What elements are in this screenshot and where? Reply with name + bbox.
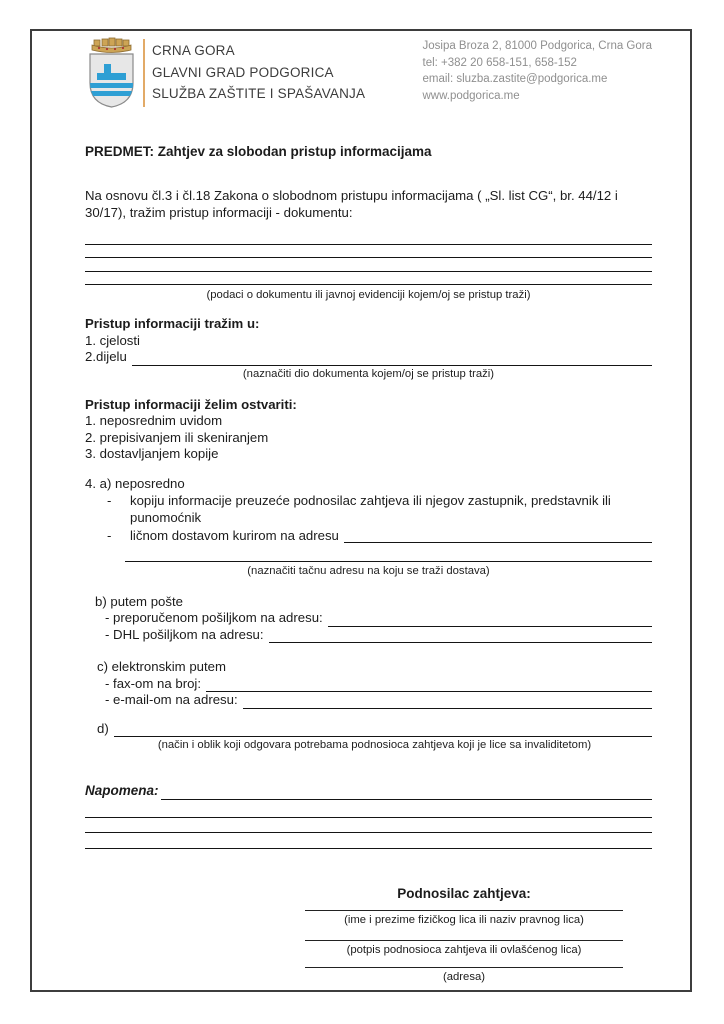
section-4a-item-2-label: ličnom dostavom kurirom na adresu	[130, 528, 339, 543]
writein-line	[85, 835, 652, 849]
scope-item-2-row	[85, 349, 652, 366]
section-4d-caption: (način i oblik koji odgovara potrebama podnosioca zahtjeva koji je lice sa invaliditetom)	[157, 739, 592, 751]
section-4a-item-1	[85, 493, 652, 526]
writein-line	[85, 258, 652, 272]
method-item-2: 2. prepisivanjem ili skeniranjem	[85, 429, 269, 445]
org-line-department: SLUŽBA ZAŠTITE I SPAŠAVANJA	[152, 86, 366, 101]
org-line-country: CRNA GORA	[152, 43, 235, 58]
intro-caption: (podaci o dokumentu ili javnoj evidenciji kojem/oj se pristup traži)	[206, 289, 531, 301]
section-4d	[97, 721, 652, 753]
contact-address: Josipa Broza 2, 81000 Podgorica, Crna Gora	[422, 40, 652, 52]
signature-block	[305, 886, 623, 984]
scope-caption: (naznačiti dio dokumenta kojem/oj se pristup traži)	[242, 367, 495, 380]
signature-line-name	[305, 901, 623, 911]
contact-website: www.podgorica.me	[422, 89, 520, 102]
section-4b-item-2-label: - DHL pošiljkom na adresu:	[105, 626, 264, 642]
contact-phone: tel: +382 20 658-151, 658-152	[422, 56, 577, 69]
document-writein-lines	[85, 231, 652, 285]
header-divider	[143, 39, 145, 107]
writein-line	[85, 245, 652, 259]
section-scope-title: Pristup informaciji tražim u:	[85, 316, 260, 331]
writein-line	[269, 628, 652, 643]
section-4c-item-2	[105, 692, 652, 709]
section-4a-item-2	[85, 528, 652, 545]
crown-icon	[92, 38, 131, 53]
writein-line	[85, 272, 652, 286]
section-4c-item-2-label: - e-mail-om na adresu:	[105, 692, 238, 707]
writein-line	[243, 694, 652, 709]
section-4b	[95, 594, 652, 644]
note-label: Napomena:	[85, 783, 159, 798]
section-4b-title: b) putem pošte	[95, 593, 183, 609]
method-item-1: 1. neposrednim uvidom	[85, 413, 223, 428]
section-method-title: Pristup informaciji želim ostvariti:	[85, 396, 297, 412]
section-4b-item-2	[105, 627, 652, 644]
section-4a-caption: (naznačiti tačnu adresu na koju se traži dostava)	[247, 564, 490, 577]
writein-line	[114, 722, 652, 737]
scope-item-1: 1. cjelosti	[85, 332, 140, 348]
letterhead	[85, 37, 652, 111]
dash-bullet: -	[107, 493, 112, 508]
document-page	[30, 29, 692, 992]
scope-item-2-label: 2.dijelu	[85, 349, 127, 364]
writein-line	[344, 528, 652, 543]
section-4a-item-1-text: kopiju informacije preuzeće podnosilac zahtjeva ili njegov zastupnik, predstavnik ili punomoćnik	[130, 493, 611, 525]
writein-line	[85, 804, 652, 818]
section-4c-item-1	[105, 676, 652, 693]
method-item-3: 3. dostavljanjem kopije	[85, 446, 219, 461]
section-4c-title: c) elektronskim putem	[97, 659, 226, 674]
section-4b-item-1	[105, 610, 652, 627]
section-scope	[85, 316, 652, 381]
signature-caption-address: (adresa)	[442, 970, 486, 983]
signature-line-sign	[305, 927, 623, 941]
note-section	[85, 783, 652, 849]
section-4c-item-1-label: - fax-om na broj:	[105, 675, 202, 691]
intro-paragraph: Na osnovu čl.3 i čl.18 Zakona o slobodnom pristupu informacijama ( „Sl. list CG“, br. 44/12 i 30/17), tražim pristup informaciji - dokumentu:	[85, 188, 618, 220]
section-4d-label: d)	[97, 720, 109, 736]
section-4c	[97, 659, 652, 709]
section-4a-title: 4. a) neposredno	[85, 475, 185, 491]
signature-line-address	[305, 957, 623, 968]
shield-icon	[90, 54, 133, 107]
contact-email: email: sluzba.zastite@podgorica.me	[422, 73, 608, 85]
section-4b-item-1-label: - preporučenom pošiljkom na adresu:	[105, 610, 323, 625]
contact-block	[423, 37, 653, 104]
signature-title: Podnosilac zahtjeva:	[397, 885, 531, 901]
signature-caption-name: (ime i prezime fizičkog lica ili naziv pravnog lica)	[344, 913, 584, 926]
writein-line	[125, 545, 652, 562]
writein-line	[85, 231, 652, 245]
signature-caption-sign: (potpis podnosioca zahtjeva ili ovlašćenog lica)	[346, 943, 582, 956]
section-method	[85, 397, 652, 463]
writein-line	[161, 785, 652, 800]
org-line-city: GLAVNI GRAD PODGORICA	[152, 64, 334, 80]
dash-bullet: -	[107, 528, 112, 543]
writein-line	[132, 351, 652, 366]
organization-block	[152, 37, 365, 105]
writein-line	[328, 612, 652, 627]
subject-line: PREDMET: Zahtjev za slobodan pristup informacijama	[85, 144, 432, 159]
writein-line	[206, 677, 652, 692]
writein-line	[85, 819, 652, 833]
podgorica-coat-of-arms-icon	[85, 37, 138, 108]
section-4a	[85, 476, 652, 578]
